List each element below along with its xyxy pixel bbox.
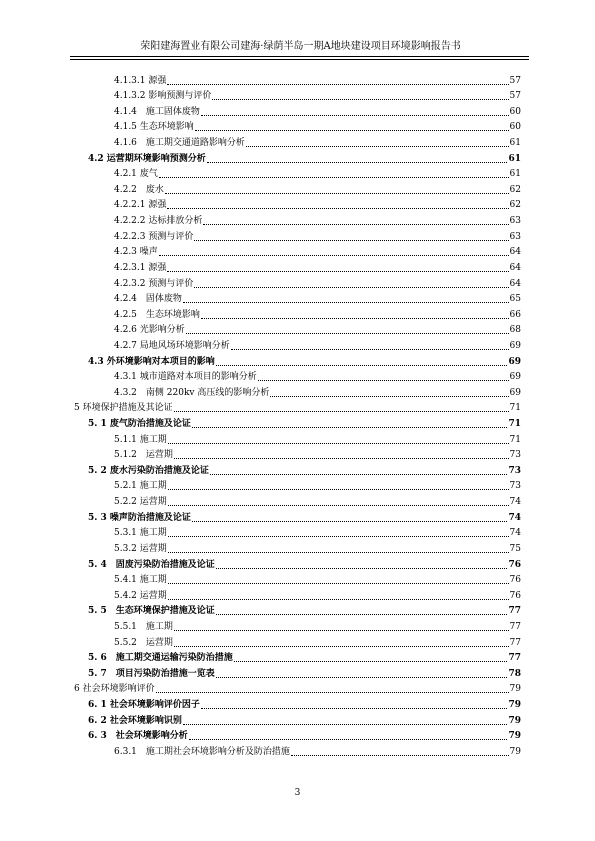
toc-entry-page: 62 <box>509 184 521 195</box>
toc-leader-dots <box>192 426 508 428</box>
toc-leader-dots <box>165 192 509 194</box>
toc-entry[interactable] <box>74 71 521 87</box>
toc-entry-page: 76 <box>509 590 521 601</box>
toc-entry[interactable] <box>74 524 521 540</box>
toc-leader-dots <box>159 254 509 256</box>
toc-entry[interactable] <box>74 227 521 243</box>
toc-entry-title: 4.2.3 噪声 <box>114 247 158 258</box>
toc-entry-title: 6. 2 社会环境影响识别 <box>88 715 182 726</box>
toc-entry[interactable] <box>74 477 521 493</box>
toc-entry[interactable] <box>74 571 521 587</box>
toc-leader-dots <box>203 223 508 225</box>
toc-entry-page: 69 <box>509 372 521 383</box>
toc-entry[interactable] <box>74 321 521 337</box>
toc-entry-title: 4.1.5 生态环境影响 <box>114 122 194 133</box>
toc-leader-dots <box>246 145 509 147</box>
toc-entry[interactable] <box>74 180 521 196</box>
toc-entry[interactable] <box>74 368 521 384</box>
toc-entry[interactable] <box>74 165 521 181</box>
toc-entry-page: 61 <box>509 138 521 149</box>
toc-entry-title: 5. 4 固废污染防治措施及论证 <box>88 559 215 570</box>
toc-leader-dots <box>210 473 508 475</box>
toc-leader-dots <box>167 83 508 85</box>
toc-entry-title: 4.1.4 施工固体废物 <box>114 106 200 117</box>
toc-entry-page: 73 <box>509 481 521 492</box>
toc-entry-page: 73 <box>509 450 521 461</box>
toc-entry-page: 69 <box>509 340 521 351</box>
toc-entry-page: 74 <box>509 528 521 539</box>
toc-entry-title: 4.2.3.2 预测与评价 <box>114 278 194 289</box>
toc-entry-title: 4.2.3.1 源强 <box>114 262 167 273</box>
toc-entry-title: 5.5.2 运营期 <box>114 637 173 648</box>
toc-leader-dots <box>186 332 509 334</box>
toc-entry-page: 64 <box>509 262 521 273</box>
toc-entry-page: 74 <box>509 497 521 508</box>
toc-entry-page: 69 <box>509 387 521 398</box>
toc-entry[interactable] <box>74 196 521 212</box>
toc-entry[interactable] <box>74 446 521 462</box>
toc-leader-dots <box>216 364 508 366</box>
toc-entry[interactable] <box>74 211 521 227</box>
toc-leader-dots <box>258 379 509 381</box>
toc-entry-page: 79 <box>508 715 521 726</box>
toc-entry-title: 4.1.3.2 影响预测与评价 <box>114 91 212 102</box>
toc-leader-dots <box>174 410 509 412</box>
toc-leader-dots <box>168 582 509 584</box>
toc-leader-dots <box>183 723 508 725</box>
toc-entry[interactable] <box>74 399 521 415</box>
toc-leader-dots <box>159 176 509 178</box>
toc-leader-dots <box>194 239 508 241</box>
toc-entry[interactable] <box>74 508 521 524</box>
toc-entry[interactable] <box>74 336 521 352</box>
toc-entry[interactable] <box>74 243 521 259</box>
toc-entry[interactable] <box>74 461 521 477</box>
toc-entry-page: 66 <box>509 309 521 320</box>
toc-entry[interactable] <box>74 274 521 290</box>
toc-entry-page: 61 <box>509 169 521 180</box>
toc-entry-title: 6.3.1 施工期社会环境影响分析及防治措施 <box>114 746 290 757</box>
toc-leader-dots <box>183 301 509 303</box>
toc-entry-title: 4.2.4 固体废物 <box>114 294 182 305</box>
toc-entry-page: 64 <box>509 278 521 289</box>
toc-entry-page: 60 <box>509 122 521 133</box>
toc-entry[interactable] <box>74 649 521 665</box>
toc-entry-title: 6. 1 社会环境影响评价因子 <box>88 699 200 710</box>
toc-entry-page: 76 <box>509 575 521 586</box>
toc-entry[interactable] <box>74 87 521 103</box>
toc-entry-page: 71 <box>509 434 521 445</box>
toc-entry-title: 4.2.2.1 源强 <box>114 200 167 211</box>
toc-entry-title: 5. 6 施工期交通运输污染防治措施 <box>88 653 233 664</box>
toc-entry[interactable] <box>74 383 521 399</box>
toc-entry-title: 4.2.5 生态环境影响 <box>114 309 200 320</box>
toc-entry-page: 69 <box>508 356 521 367</box>
toc-entry-title: 4.2.2 废水 <box>114 184 164 195</box>
toc-leader-dots <box>207 161 508 163</box>
toc-entry[interactable] <box>74 664 521 680</box>
toc-entry-title: 5.3.1 施工期 <box>114 528 167 539</box>
toc-leader-dots <box>167 270 508 272</box>
toc-leader-dots <box>201 114 509 116</box>
toc-entry[interactable] <box>74 742 521 758</box>
toc-entry[interactable] <box>74 711 521 727</box>
toc-entry-page: 62 <box>509 200 521 211</box>
toc-entry[interactable] <box>74 290 521 306</box>
toc-entry-page: 79 <box>508 731 521 742</box>
toc-entry[interactable] <box>74 586 521 602</box>
toc-leader-dots <box>216 613 508 615</box>
toc-entry-page: 63 <box>509 216 521 227</box>
toc-entry-page: 57 <box>509 75 521 86</box>
header-rule <box>70 56 529 57</box>
toc-leader-dots <box>168 504 509 506</box>
toc-entry-title: 4.2 运营期环境影响预测分析 <box>88 153 206 164</box>
toc-entry-page: 77 <box>509 621 521 632</box>
toc-leader-dots <box>291 754 509 756</box>
toc-entry[interactable] <box>74 258 521 274</box>
toc-entry-title: 5. 3 噪声防治措施及论证 <box>88 512 191 523</box>
toc-leader-dots <box>195 129 509 131</box>
toc-entry-page: 68 <box>509 325 521 336</box>
toc-entry-title: 5.2.2 运营期 <box>114 497 167 508</box>
toc-leader-dots <box>174 629 509 631</box>
running-header: 荣阳建海置业有限公司建海·绿荫半岛一期A地块建设项目环境影响报告书 <box>140 41 461 52</box>
toc-entry-title: 5.4.2 运营期 <box>114 590 167 601</box>
header-rule-double <box>70 59 529 60</box>
toc-entry-page: 63 <box>509 231 521 242</box>
toc-entry-title: 4.3 外环境影响对本项目的影响 <box>88 356 215 367</box>
toc-leader-dots <box>201 707 508 709</box>
toc-entry-title: 5.1.1 施工期 <box>114 434 167 445</box>
page-number: 3 <box>294 788 301 798</box>
toc-entry-title: 4.2.6 光影响分析 <box>114 325 185 336</box>
toc-leader-dots <box>216 676 508 678</box>
toc-entry-title: 5.2.1 施工期 <box>114 481 167 492</box>
toc-entry[interactable] <box>74 305 521 321</box>
toc-entry-title: 5. 2 废水污染防治措施及论证 <box>88 465 209 476</box>
toc-entry[interactable] <box>74 492 521 508</box>
toc-entry-page: 75 <box>509 543 521 554</box>
toc-entry[interactable] <box>74 149 521 165</box>
toc-leader-dots <box>234 660 508 662</box>
toc-entry-title: 5.4.1 施工期 <box>114 575 167 586</box>
toc-entry-page: 77 <box>509 637 521 648</box>
toc-entry[interactable] <box>74 352 521 368</box>
toc-leader-dots <box>156 691 509 693</box>
toc-entry-title: 4.2.1 废气 <box>114 169 158 180</box>
toc-entry[interactable] <box>74 133 521 149</box>
toc-entry-title: 4.2.7 局地风场环境影响分析 <box>114 340 230 351</box>
toc-entry-title: 5. 7 项目污染防治措施一览表 <box>88 668 215 679</box>
toc-leader-dots <box>212 98 508 100</box>
toc-leader-dots <box>174 457 509 459</box>
toc-entry-title: 5.3.2 运营期 <box>114 543 167 554</box>
toc-leader-dots <box>168 551 509 553</box>
toc-leader-dots <box>168 442 509 444</box>
table-of-contents <box>74 71 521 758</box>
toc-leader-dots <box>168 535 509 537</box>
toc-entry-page: 79 <box>509 684 521 695</box>
toc-entry-title: 5. 5 生态环境保护措施及论证 <box>88 606 215 617</box>
toc-entry[interactable] <box>74 617 521 633</box>
toc-leader-dots <box>168 598 509 600</box>
toc-entry-page: 64 <box>509 247 521 258</box>
toc-entry[interactable] <box>74 727 521 743</box>
toc-entry-page: 60 <box>509 106 521 117</box>
toc-entry[interactable] <box>74 633 521 649</box>
toc-entry-title: 4.2.2.3 预测与评价 <box>114 231 194 242</box>
toc-leader-dots <box>174 645 509 647</box>
toc-entry-title: 4.1.6 施工期交通道路影响分析 <box>114 138 245 149</box>
toc-entry[interactable] <box>74 680 521 696</box>
toc-entry-title: 5.5.1 施工期 <box>114 621 173 632</box>
toc-leader-dots <box>168 488 509 490</box>
toc-entry-title: 5.1.2 运营期 <box>114 450 173 461</box>
toc-leader-dots <box>231 348 509 350</box>
toc-entry-title: 4.3.2 南侧 220kv 高压线的影响分析 <box>114 387 270 398</box>
toc-entry[interactable] <box>74 118 521 134</box>
toc-entry[interactable] <box>74 602 521 618</box>
toc-leader-dots <box>167 207 508 209</box>
toc-leader-dots <box>192 520 508 522</box>
toc-entry-page: 77 <box>508 653 521 664</box>
toc-entry-page: 79 <box>508 699 521 710</box>
toc-leader-dots <box>201 317 509 319</box>
toc-entry-title: 4.1.3.1 源强 <box>114 75 167 86</box>
toc-entry-page: 74 <box>508 512 521 523</box>
toc-entry-page: 65 <box>509 294 521 305</box>
toc-entry-title: 4.2.2.2 达标排放分析 <box>114 216 203 227</box>
toc-entry-page: 57 <box>509 91 521 102</box>
toc-entry-page: 73 <box>508 465 521 476</box>
toc-entry-page: 71 <box>508 419 521 430</box>
toc-entry[interactable] <box>74 414 521 430</box>
toc-entry-page: 71 <box>509 403 521 414</box>
toc-entry-page: 61 <box>508 153 521 164</box>
toc-entry[interactable] <box>74 102 521 118</box>
toc-entry-title: 5. 1 废气防治措施及论证 <box>88 419 191 430</box>
toc-leader-dots <box>216 567 508 569</box>
toc-leader-dots <box>194 286 508 288</box>
toc-leader-dots <box>270 395 508 397</box>
toc-entry[interactable] <box>74 430 521 446</box>
toc-entry-page: 77 <box>508 606 521 617</box>
toc-entry-title: 5 环境保护措施及其论证 <box>74 403 173 414</box>
toc-leader-dots <box>189 738 508 740</box>
toc-entry-title: 4.3.1 城市道路对本项目的影响分析 <box>114 372 257 383</box>
toc-entry-page: 79 <box>509 746 521 757</box>
toc-entry-title: 6. 3 社会环境影响分析 <box>88 731 188 742</box>
toc-entry-page: 76 <box>508 559 521 570</box>
toc-entry[interactable] <box>74 539 521 555</box>
toc-entry-title: 6 社会环境影响评价 <box>74 684 155 695</box>
toc-entry[interactable] <box>74 695 521 711</box>
toc-entry[interactable] <box>74 555 521 571</box>
toc-entry-page: 78 <box>508 668 521 679</box>
